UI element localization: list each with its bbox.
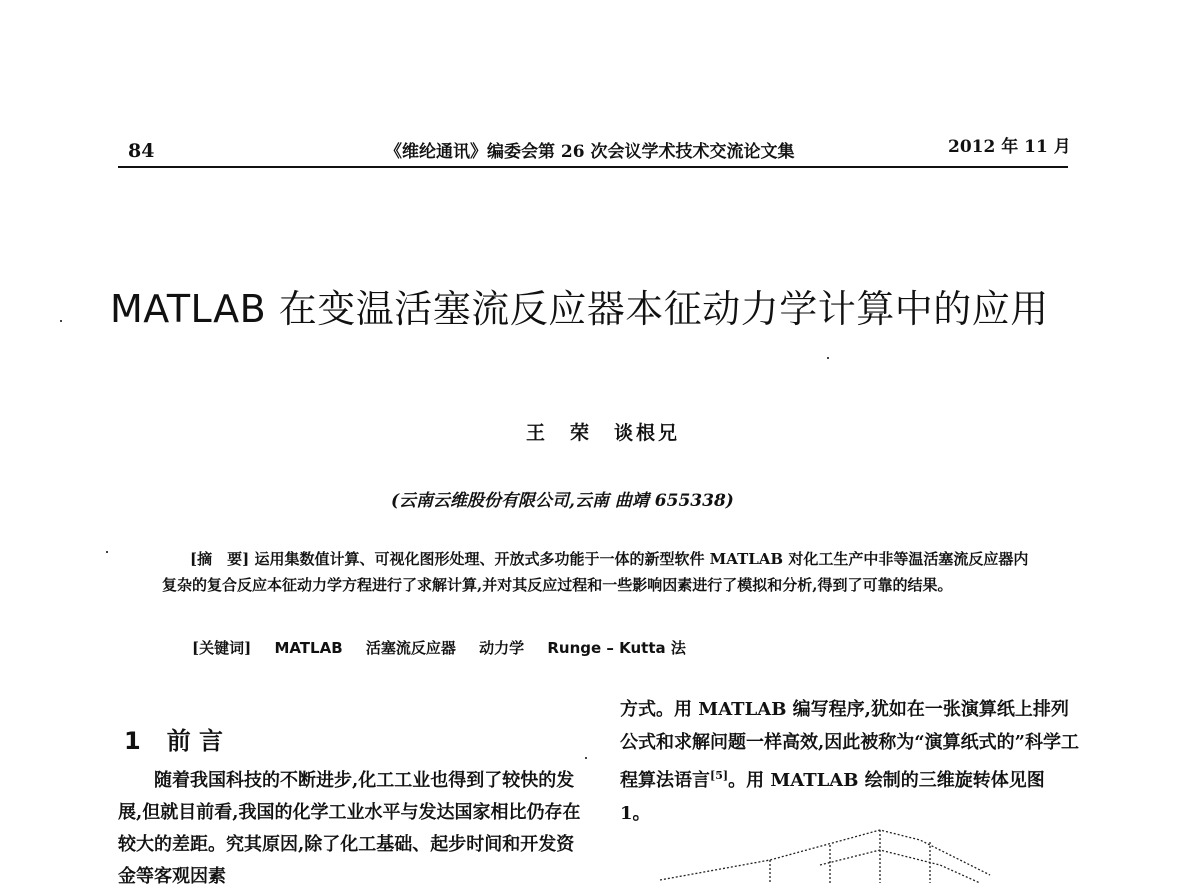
scan-speck <box>106 551 108 553</box>
right-text-b: 。用 MATLAB 绘制的三维旋转体见图 1。 <box>620 770 1045 824</box>
authors: 王 荣 谈根兄 <box>526 422 681 444</box>
citation: [5] <box>710 769 729 782</box>
section-heading <box>124 721 223 756</box>
right-column <box>620 693 1080 830</box>
issue-date: 2012 年 11 月 <box>948 137 1071 157</box>
abstract-text: 运用集数值计算、可视化图形处理、开放式多功能于一体的新型软件 MATLAB 对化工生产中非等温活塞流反应器内复杂的复合反应本征动力学方程进行了求解计算,并对其反应过程和一些影响因素进行了模拟和分析,得到了可靠的结果。 <box>162 550 1029 594</box>
right-text-a: 方式。用 MATLAB 编写程序,犹如在一张演算纸上排列公式和求解问题一样高效,因此被称为“演算纸式的”科学工程算法语言 <box>620 699 1079 791</box>
scan-speck <box>60 320 62 322</box>
intro-paragraph: 随着我国科技的不断进步,化工工业也得到了较快的发展,但就目前看,我国的化学工业水平与发达国家相比仍存在较大的差距。究其原因,除了化工基础、起步时间和开发资金等客观因素 <box>118 770 581 887</box>
scan-speck <box>585 757 587 759</box>
journal-title: 《维纶通讯》编委会第 26 次会议学术技术交流论文集 <box>385 142 795 162</box>
section-number: 1 <box>124 727 141 755</box>
page-number: 84 <box>128 140 155 162</box>
section-title: 前 言 <box>166 727 224 755</box>
abstract <box>162 546 1042 598</box>
keyword: 活塞流反应器 <box>365 639 456 657</box>
abstract-label: [摘 要] <box>190 550 250 568</box>
scan-speck <box>827 357 829 359</box>
affiliation: (云南云维股份有限公司,云南 曲靖 655338) <box>391 491 734 511</box>
keyword: 动力学 <box>479 639 525 657</box>
paper-title: MATLAB 在变温活塞流反应器本征动力学计算中的应用 <box>110 287 1049 331</box>
keyword: MATLAB <box>274 639 343 657</box>
figure-1-3d-plot <box>640 820 1060 883</box>
figure-inner-line <box>820 850 980 883</box>
header-rule <box>118 166 1068 168</box>
figure-frame-top <box>660 830 990 880</box>
keywords <box>192 637 704 658</box>
keywords-label: [关键词] <box>192 639 252 657</box>
left-column <box>118 765 588 893</box>
keyword: Runge – Kutta 法 <box>547 639 686 657</box>
